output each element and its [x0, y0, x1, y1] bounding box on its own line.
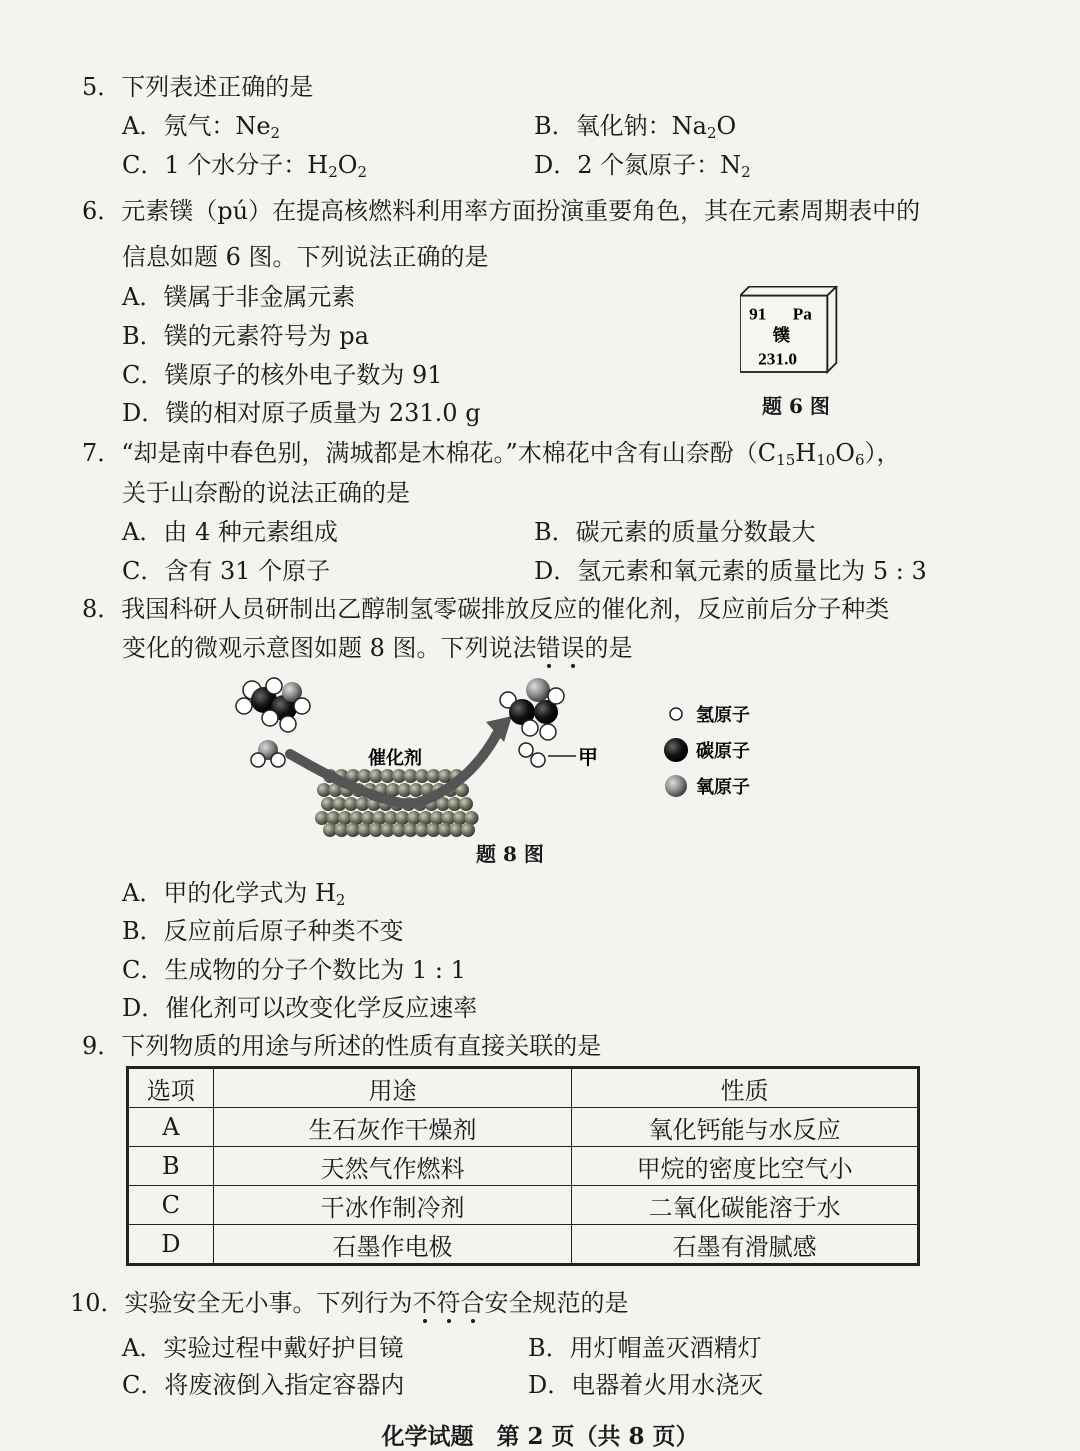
q8-option-d: D．催化剂可以改变化学反应速率 — [122, 994, 478, 1022]
legend-carbon: 碳原子 — [696, 741, 750, 762]
q6-option-c: C．镤原子的核外电子数为 91 — [122, 361, 443, 389]
page-footer: 化学试题 第 2 页（共 8 页） — [381, 1423, 699, 1450]
table-cell: 干冰作制冷剂 — [213, 1186, 572, 1225]
q5-option-b: B．氧化钠：$Na_2O$ — [534, 112, 737, 142]
jia-label: 甲 — [578, 745, 598, 769]
table-cell: 二氧化碳能溶于水 — [572, 1186, 919, 1225]
element-number: 91 — [749, 304, 767, 324]
element-symbol: Pa — [792, 304, 812, 324]
legend-hydrogen: 氢原子 — [696, 705, 750, 726]
oxygen-legend-icon — [665, 775, 687, 797]
catalyst-particle — [461, 823, 475, 837]
table-cell: 石墨有滑腻感 — [572, 1225, 919, 1265]
q6-option-b: B．镤的元素符号为 pa — [122, 322, 369, 350]
q8-stem-line1: 8．我国科研人员研制出乙醇制氢零碳排放反应的催化剂，反应前后分子种类 — [82, 595, 890, 623]
carbon-legend-icon — [664, 738, 688, 762]
table-header-cell: 用途 — [213, 1068, 572, 1108]
ethanol-molecule — [236, 678, 310, 732]
table-cell: A — [128, 1108, 214, 1147]
q8-stem-line2: 变化的微观示意图如题 8 图。下列说法错误的是 — [122, 634, 633, 662]
q10-option-b: B．用灯帽盖灭酒精灯 — [528, 1334, 762, 1362]
q8-option-b: B．反应前后原子种类不变 — [122, 917, 404, 945]
table-header-cell: 性质 — [572, 1068, 919, 1108]
water-molecule — [251, 740, 285, 767]
table-header-row — [128, 1068, 919, 1108]
fig6-caption: 题 6 图 — [762, 394, 830, 418]
q7-stem-line1: 7．“却是南中春色别，满城都是木棉花。”木棉花中含有山奈酚$(C_{15}H_{10}O_6)$， — [82, 439, 901, 469]
table-cell: 氧化钙能与水反应 — [572, 1108, 919, 1147]
element-tile-figure — [740, 286, 840, 378]
table-row — [128, 1186, 919, 1225]
q9-stem: 9．下列物质的用途与所述的性质有直接关联的是 — [82, 1032, 602, 1060]
q6-stem-line1: 6．元素镤（pú）在提高核燃料利用率方面扮演重要角色，其在元素周期表中的 — [82, 197, 921, 225]
table-row — [128, 1147, 919, 1186]
hydrogen-legend-icon — [670, 708, 682, 720]
table-cell: 生石灰作干燥剂 — [213, 1108, 572, 1147]
q6-stem-line2: 信息如题 6 图。下列说法正确的是 — [122, 243, 489, 271]
q5-option-d: D．2 个氮原子：$N_2$ — [534, 151, 751, 181]
q5-option-a: A．氖气：$Ne_2$ — [122, 112, 281, 142]
table-cell: C — [128, 1186, 214, 1225]
legend-oxygen: 氧原子 — [696, 777, 750, 798]
q6-option-a: A．镤属于非金属元素 — [122, 283, 356, 311]
q10-option-a: A．实验过程中戴好护目镜 — [122, 1334, 404, 1362]
product-molecule — [500, 678, 564, 740]
fig8-caption: 题 8 图 — [476, 842, 544, 866]
q5-stem: 5．下列表述正确的是 — [82, 73, 314, 101]
hydrogen-molecule-jia — [519, 743, 598, 769]
catalyst-particle — [459, 797, 473, 811]
q7-stem-line2: 关于山奈酚的说法正确的是 — [122, 479, 410, 507]
element-mass: 231.0 — [758, 349, 798, 369]
q10-option-c: C．将废液倒入指定容器内 — [122, 1371, 405, 1399]
reaction-diagram — [230, 672, 790, 842]
q6-option-d: D．镤的相对原子质量为 231.0 g — [122, 399, 481, 427]
q9-table — [126, 1066, 920, 1266]
table-row — [128, 1108, 919, 1147]
table-header-cell: 选项 — [128, 1068, 214, 1108]
q5-option-c: C．1 个水分子：$H_2O_2$ — [122, 151, 367, 181]
element-name: 镤 — [772, 326, 790, 347]
q7-option-a: A．由 4 种元素组成 — [122, 518, 338, 546]
q8-option-a: A．甲的化学式为 $H_2$ — [122, 879, 346, 909]
table-cell: B — [128, 1147, 214, 1186]
table-row — [128, 1225, 919, 1265]
q10-stem: 10．实验安全无小事。下列行为不符合安全规范的是 — [70, 1289, 629, 1317]
catalyst-particle — [465, 811, 479, 825]
q7-option-b: B．碳元素的质量分数最大 — [534, 518, 816, 546]
table-cell: 甲烷的密度比空气小 — [572, 1147, 919, 1186]
q7-option-c: C．含有 31 个原子 — [122, 557, 331, 585]
catalyst-label: 催化剂 — [368, 748, 422, 769]
atom-legend — [664, 704, 750, 798]
table-cell: 石墨作电极 — [213, 1225, 572, 1265]
table-cell: 天然气作燃料 — [213, 1147, 572, 1186]
q8-option-c: C．生成物的分子个数比为 1 : 1 — [122, 956, 466, 984]
q10-option-d: D．电器着火用水浇灭 — [528, 1371, 764, 1399]
table-cell: D — [128, 1225, 214, 1265]
q7-option-d: D．氢元素和氧元素的质量比为 5 : 3 — [534, 557, 927, 585]
